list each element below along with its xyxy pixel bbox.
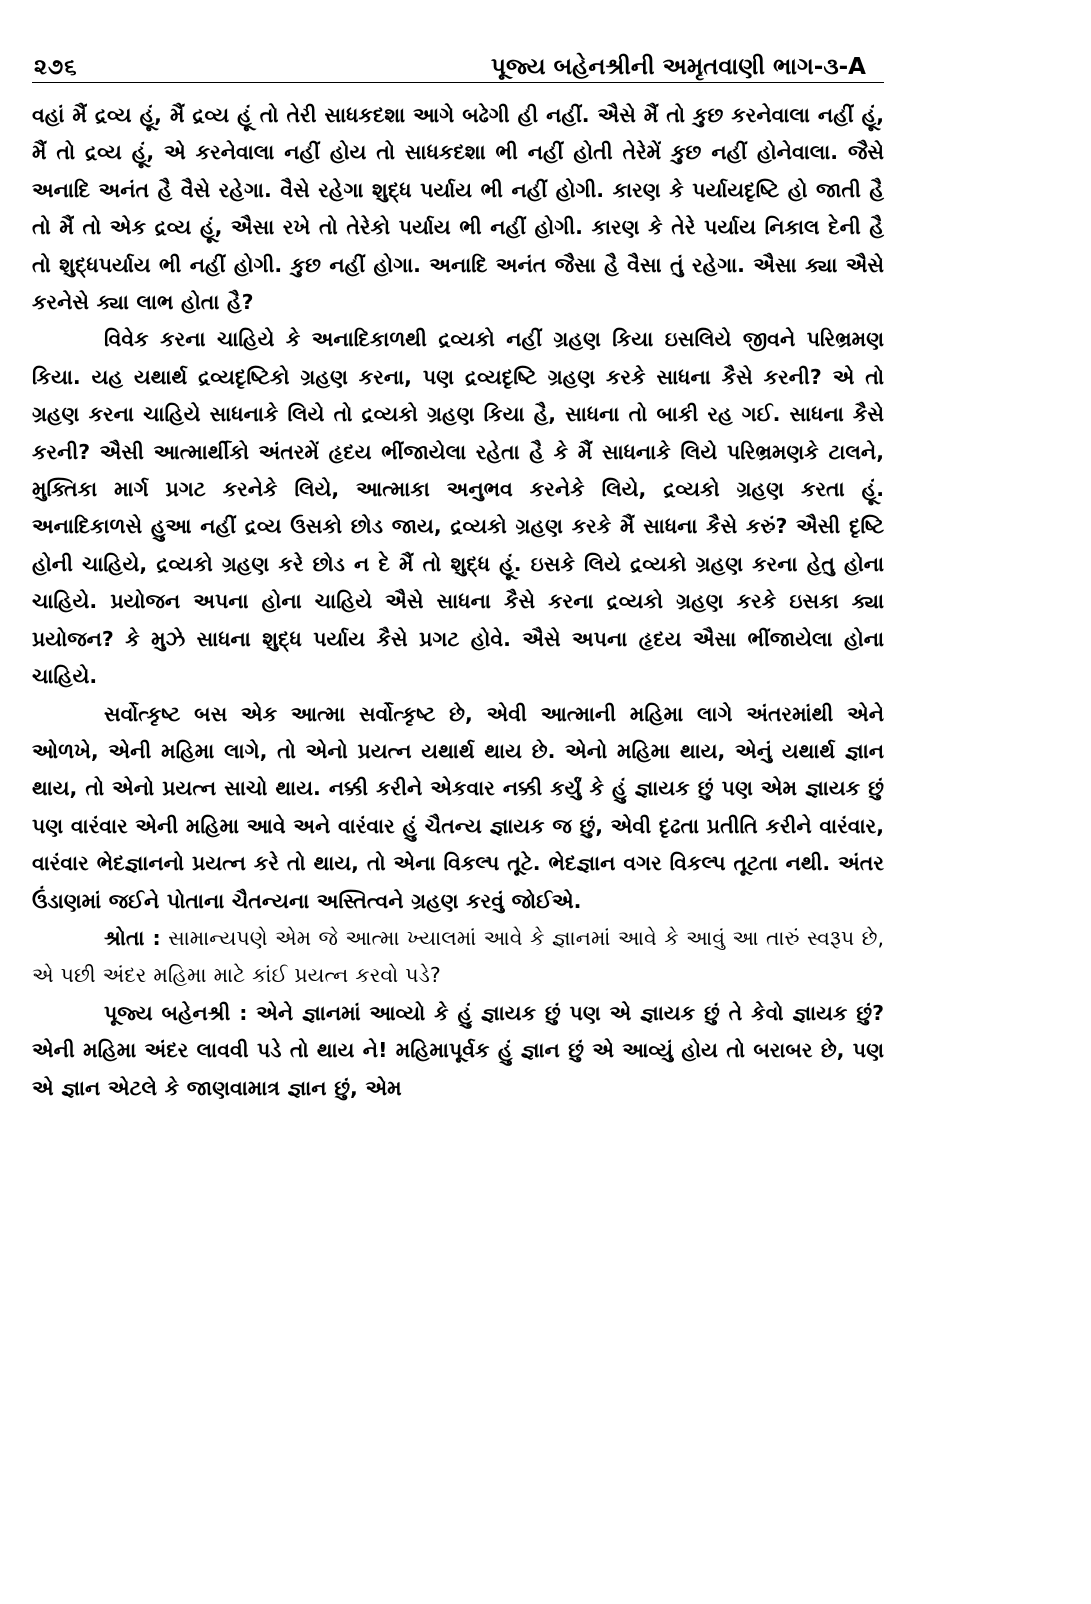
paragraph-text: વહાં મૈં દ્રવ્ય હૂં, મૈં દ્રવ્ય હૂં તો તેરી સાધકદશા આગે બઢેગી હી નહીં. ઐસે મૈં તો કુછ કરનેવાલા નહીં હૂં, મૈં તો દ્રવ્ય હૂં, એ કરનેવાલા નહીં હોય તો સાધકદશા ભી નહીં હોતી તેરેમેં કુછ નહીં હોનેવાલા. જૈસે અનાદિ અનંત હૈ વૈસે રહેગા. વૈસે રહેગા શુદ્ધ પર્યાય ભી નહીં હોગી. કારણ કે પર્યાયદૃષ્ટિ હો જાતી હૈ તો મૈં તો એક દ્રવ્ય હૂં, ઐસા રખે તો તેરેકો પર્યાય ભી નહીં હોગી. કારણ કે તેરે પર્યાય નિકાલ દેની હૈ તો શુદ્ધપર્યાય ભી નહીં હોગી. કુછ નહીં હોગા. અનાદિ અનંત જૈસા હૈ વૈસા તું રહેગા. ઐસા ક્યા ઐસે કરનેસે ક્યા લાભ હોતા હૈ? [32, 103, 884, 315]
page-number: ૨૭૬ [34, 55, 78, 80]
paragraph-1 [32, 97, 884, 321]
book-page [32, 40, 884, 1107]
paragraph-text: વિવેક કરના ચાહિયે કે અનાદિકાળથી દ્રવ્યકો નહીં ગ્રહણ કિયા ઇસલિયે જીવને પરિભ્રમણ કિયા. યહ યથાર્થ દ્રવ્યદૃષ્ટિકો ગ્રહણ કરના, પણ દ્રવ્યદૃષ્ટિ ગ્રહણ કરકે સાધના કૈસે કરની? એ તો ગ્રહણ કરના ચાહિયે સાધનાકે લિયે તો દ્રવ્યકો ગ્રહણ કિયા હૈ, સાધના તો બાકી રહ ગઈ. સાધના કૈસે કરની? ઐસી આત્માર્થીકો અંતરમેં હૃદય ભીંજાયેલા રહેતા હૈ કે મૈં સાધનાકે લિયે પરિભ્રમણકે ટાલને, મુક્તિકા માર્ગ પ્રગટ કરનેકે લિયે, આત્માકા અનુભવ કરનેકે લિયે, દ્રવ્યકો ગ્રહણ કરતા હૂં. અનાદિકાળસે હુઆ નહીં દ્રવ્ય ઉસકો છોડ જાય, દ્રવ્યકો ગ્રહણ કરકે મૈં સાધના કૈસે કરું? ઐસી દૃષ્ટિ હોની ચાહિયે, દ્રવ્યકો ગ્રહણ કરે છોડ ન દે મૈં તો શુદ્ધ હૂં. ઇસકે લિયે દ્રવ્યકો ગ્રહણ કરના હેતુ હોના ચાહિયે. પ્રયોજન અપના હોના ચાહિયે ઐસે સાધના કૈસે કરના દ્રવ્યકો ગ્રહણ કરકે ઇસકા ક્યા પ્રયોજન? કે મુઝે સાધના શુદ્ધ પર્યાય કૈસે પ્રગટ હોવે. ઐસે અપના હૃદય ઐસા ભીંજાયેલા હોના ચાહિયે. [32, 327, 884, 689]
question-text: સામાન્યપણે એમ જે આત્મા ખ્યાલમાં આવે કે જ્ઞાનમાં આવે કે આવું આ તારું સ્વરૂપ છે, એ પછી અંદર મહિમા માટે કાંઈ પ્રયત્ન કરવો પડે? [32, 925, 884, 988]
speaker-label: પૂજ્ય બહેનશ્રી : [104, 1000, 248, 1025]
paragraph-2 [32, 321, 884, 695]
answer-text: એને જ્ઞાનમાં આવ્યો કે હું જ્ઞાયક છું પણ એ જ્ઞાયક છું તે કેવો જ્ઞાયક છું? એની મહિમા અંદર લાવવી પડે તો થાય ને! મહિમાપૂર્વક હું જ્ઞાન છું એ આવ્યું હોય તો બરાબર છે, પણ એ જ્ઞાન એટલે કે જાણવામાત્ર જ્ઞાન છું, એમ [32, 1000, 884, 1100]
body-text [32, 97, 884, 1107]
paragraph-3 [32, 696, 884, 920]
running-title: પૂજ્ય બહેનશ્રીની અમૃતવાણી ભાગ-૩-A [491, 54, 866, 80]
answer-paragraph [32, 995, 884, 1107]
page-header [32, 40, 884, 83]
listener-question [32, 920, 884, 995]
speaker-label: શ્રોતા : [104, 925, 161, 950]
paragraph-text: સર્વોત્કૃષ્ટ બસ એક આત્મા સર્વોત્કૃષ્ટ છે, એવી આત્માની મહિમા લાગે અંતરમાંથી એને ઓળખે, એની મહિમા લાગે, તો એનો પ્રયત્ન યથાર્થ થાય છે. એનો મહિમા થાય, એનું યથાર્થ જ્ઞાન થાય, તો એનો પ્રયત્ન સાચો થાય. નક્કી કરીને એકવાર નક્કી કર્યું કે હું જ્ઞાયક છું પણ એમ જ્ઞાયક છું પણ વારંવાર એની મહિમા આવે અને વારંવાર હું ચૈતન્ય જ્ઞાયક જ છું, એવી દૃઢતા પ્રતીતિ કરીને વારંવાર, વારંવાર ભેદજ્ઞાનનો પ્રયત્ન કરે તો થાય, તો એના વિકલ્પ તૂટે. ભેદજ્ઞાન વગર વિકલ્પ તૂટતા નથી. અંતર ઉંડાણમાં જઈને પોતાના ચૈતન્યના અસ્તિત્વને ગ્રહણ કરવું જોઈએ. [32, 701, 884, 913]
